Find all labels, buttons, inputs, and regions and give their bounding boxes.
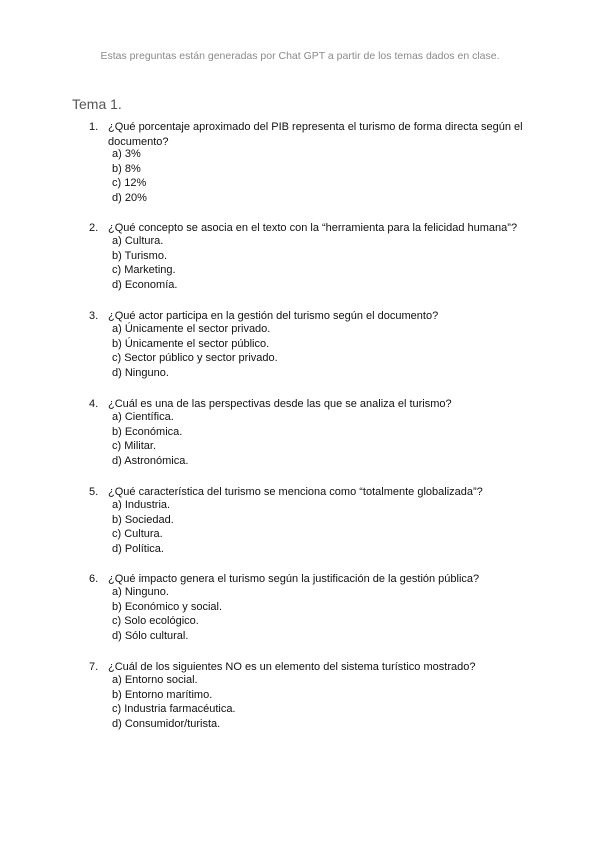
- question-text: ¿Cuál de los siguientes NO es un elemento del sistema turístico mostrado?: [108, 661, 476, 673]
- question-text: ¿Qué característica del turismo se menciona como “totalmente globalizada”?: [108, 486, 483, 498]
- option-list: [112, 234, 177, 292]
- option-d: d) 20%: [112, 191, 147, 204]
- question-text: ¿Qué actor participa en la gestión del turismo según el documento?: [108, 310, 439, 322]
- option-d: d) Sólo cultural.: [112, 629, 189, 642]
- option-b: b) Sociedad.: [112, 513, 174, 526]
- section-title: Tema 1.: [72, 96, 122, 112]
- option-b: b) Económica.: [112, 425, 183, 438]
- option-d: d) Consumidor/turista.: [112, 717, 221, 730]
- question-text: ¿Qué impacto genera el turismo según la justificación de la gestión pública?: [108, 573, 480, 585]
- question-number: 3.: [89, 310, 99, 322]
- option-c: c) Militar.: [112, 440, 156, 453]
- question-number: 4.: [89, 398, 99, 410]
- option-b: b) Turismo.: [112, 249, 168, 262]
- option-b: b) Económico y social.: [112, 600, 223, 613]
- question-number: 5.: [89, 486, 99, 498]
- option-list: [112, 585, 222, 643]
- option-a: a) Industria.: [112, 499, 171, 511]
- option-a: a) Cultura.: [112, 235, 164, 247]
- option-c: c) Industria farmacéutica.: [112, 703, 236, 716]
- option-list: [112, 673, 236, 731]
- option-d: d) Economía.: [112, 278, 178, 291]
- option-list: [112, 322, 278, 380]
- option-d: d) Política.: [112, 542, 164, 555]
- option-a: a) Entorno social.: [112, 674, 198, 686]
- option-c: c) Marketing.: [112, 264, 176, 277]
- question-number: 1.: [89, 121, 99, 133]
- option-b: b) Entorno marítimo.: [112, 688, 213, 701]
- option-d: d) Astronómica.: [112, 454, 189, 467]
- option-d: d) Ninguno.: [112, 366, 169, 379]
- question-text: ¿Qué concepto se asocia en el texto con la “herramienta para la felicidad humana”?: [108, 222, 518, 234]
- question-number: 2.: [89, 222, 99, 234]
- option-c: c) 12%: [112, 177, 147, 190]
- option-list: [112, 410, 188, 468]
- option-b: b) 8%: [112, 162, 141, 175]
- option-list: [112, 498, 174, 556]
- option-a: a) Únicamente el sector privado.: [112, 323, 271, 335]
- option-a: a) 3%: [112, 148, 141, 160]
- question-text: ¿Qué porcentaje aproximado del PIB representa el turismo de forma directa según el documento?: [108, 121, 523, 148]
- option-c: c) Solo ecológico.: [112, 615, 199, 628]
- option-a: a) Científica.: [112, 411, 174, 423]
- question-text: ¿Cuál es una de las perspectivas desde las que se analiza el turismo?: [108, 398, 452, 410]
- option-c: c) Cultura.: [112, 528, 163, 541]
- option-c: c) Sector público y sector privado.: [112, 352, 278, 365]
- question-number: 7.: [89, 661, 99, 673]
- option-a: a) Ninguno.: [112, 586, 169, 598]
- option-list: [112, 147, 147, 205]
- question-number: 6.: [89, 573, 99, 585]
- option-b: b) Únicamente el sector público.: [112, 337, 270, 350]
- header-note: Estas preguntas están generadas por Chat GPT a partir de los temas dados en clase.: [100, 50, 500, 62]
